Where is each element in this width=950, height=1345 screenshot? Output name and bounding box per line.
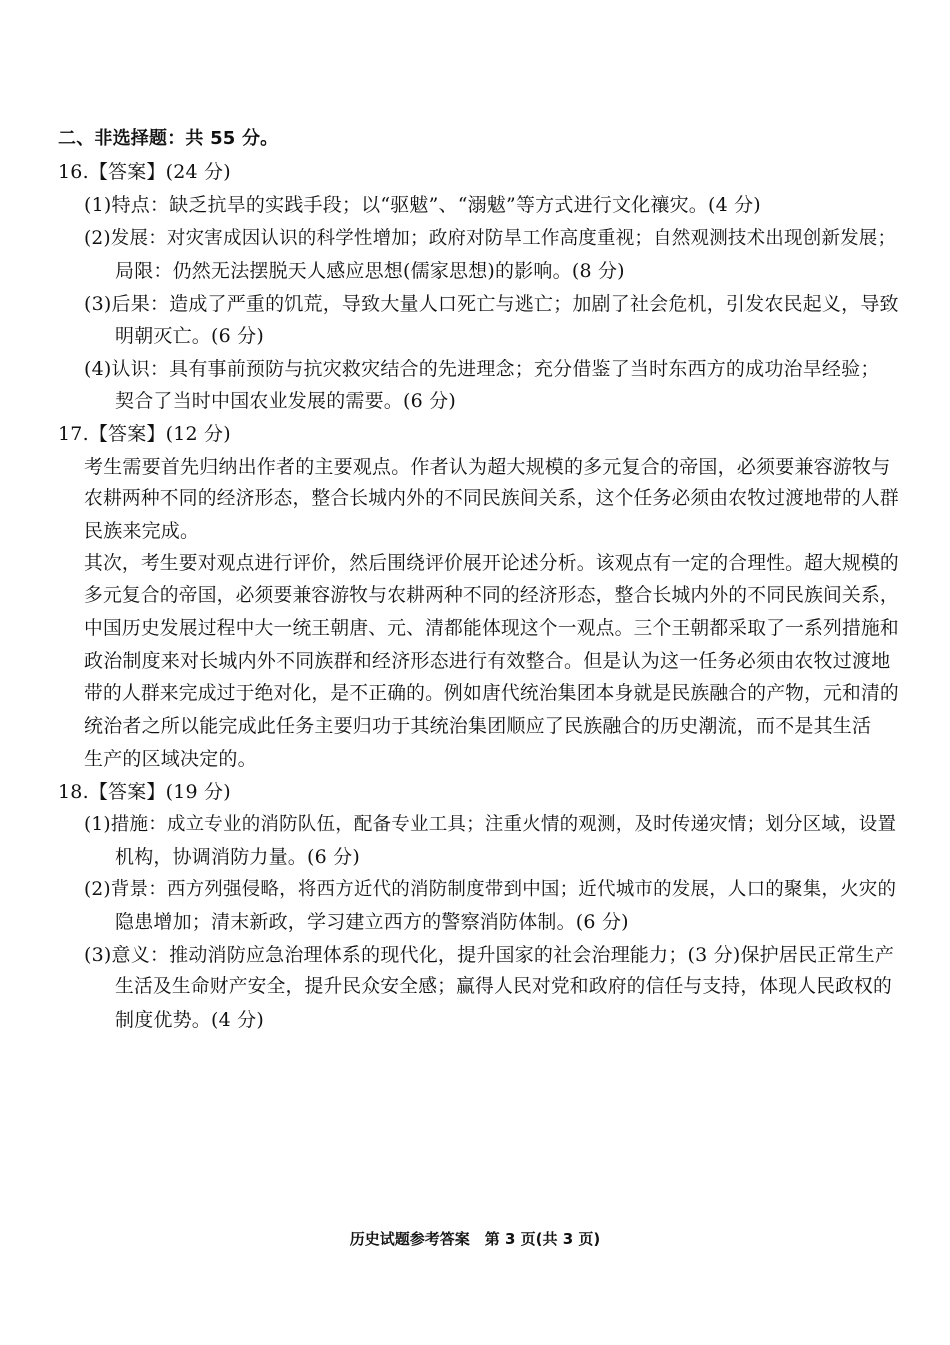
q16-item-4-cont: 契合了当时中国农业发展的需要。(6 分) [115, 390, 456, 412]
q18-item-1-cont: 机构，协调消防力量。(6 分) [115, 846, 360, 868]
q17-line-3: 民族来完成。 [84, 520, 200, 542]
q16-item-2: (2)发展：对灾害成因认识的科学性增加；政府对防旱工作高度重视；自然观测技术出现创新发展； [84, 228, 897, 249]
q18-header: 18.【答案】(19 分) [58, 781, 231, 803]
q16-item-3: (3)后果：造成了严重的饥荒，导致大量人口死亡与逃亡；加剧了社会危机，引发农民起义，导致 [84, 293, 899, 315]
q17-line-8: 带的人群来完成过于绝对化，是不正确的。例如唐代统治集团本身就是民族融合的产物，元和清的 [84, 683, 899, 704]
q17-line-1: 考生需要首先归纳出作者的主要观点。作者认为超大规模的多元复合的帝国，必须要兼容游牧与 [84, 456, 891, 478]
q17-line-7: 政治制度来对长城内外不同族群和经济形态进行有效整合。但是认为这一任务必须由农牧过渡地 [84, 650, 891, 672]
q16-item-3-cont: 明朝灭亡。(6 分) [115, 325, 264, 347]
q17-line-2: 农耕两种不同的经济形态，整合长城内外的不同民族间关系，这个任务必须由农牧过渡地带的人群 [84, 488, 899, 509]
q18-item-3-cont-2: 制度优势。(4 分) [115, 1009, 264, 1031]
q16-item-2-cont: 局限：仍然无法摆脱天人感应思想(儒家思想)的影响。(8 分) [115, 260, 625, 282]
q17-line-6: 中国历史发展过程中大一统王朝唐、元、清都能体现这个一观点。三个王朝都采取了一系列措施和 [84, 618, 899, 639]
q17-header: 17.【答案】(12 分) [58, 423, 231, 445]
q16-header: 16.【答案】(24 分) [58, 161, 231, 183]
q17-line-5: 多元复合的帝国，必须要兼容游牧与农耕两种不同的经济形态，整合长城内外的不同民族间关系， [84, 585, 899, 606]
q17-line-10: 生产的区域决定的。 [84, 748, 257, 770]
q18-item-1: (1)措施：成立专业的消防队伍，配备专业工具；注重火情的观测，及时传递灾情；划分区域，设置 [84, 814, 897, 835]
q17-line-9: 统治者之所以能完成此任务主要归功于其统治集团顺应了民族融合的历史潮流，而不是其生活 [84, 715, 872, 737]
q18-item-2-cont: 隐患增加；清末新政，学习建立西方的警察消防体制。(6 分) [115, 911, 629, 933]
q18-item-3-cont-1: 生活及生命财产安全，提升民众安全感；赢得人民对党和政府的信任与支持，体现人民政权的 [115, 976, 892, 997]
section-title: 二、非选择题：共 55 分。 [58, 128, 279, 149]
q18-item-3: (3)意义：推动消防应急治理体系的现代化，提升国家的社会治理能力；(3 分)保护居民正常生产 [84, 944, 895, 966]
q16-item-1: (1)特点：缺乏抗旱的实践手段；以“驱魃”、“溺魃”等方式进行文化禳灾。(4 分) [84, 194, 761, 216]
page-footer: 历史试题参考答案 第 3 页(共 3 页) [349, 1230, 601, 1248]
q18-item-2: (2)背景：西方列强侵略，将西方近代的消防制度带到中国；近代城市的发展，人口的聚集，火灾的 [84, 879, 897, 900]
q16-item-4: (4)认识：具有事前预防与抗灾救灾结合的先进理念；充分借鉴了当时东西方的成功治旱经验； [84, 358, 880, 380]
q17-line-4: 其次，考生要对观点进行评价，然后围绕评价展开论述分析。该观点有一定的合理性。超大规模的 [84, 553, 899, 574]
